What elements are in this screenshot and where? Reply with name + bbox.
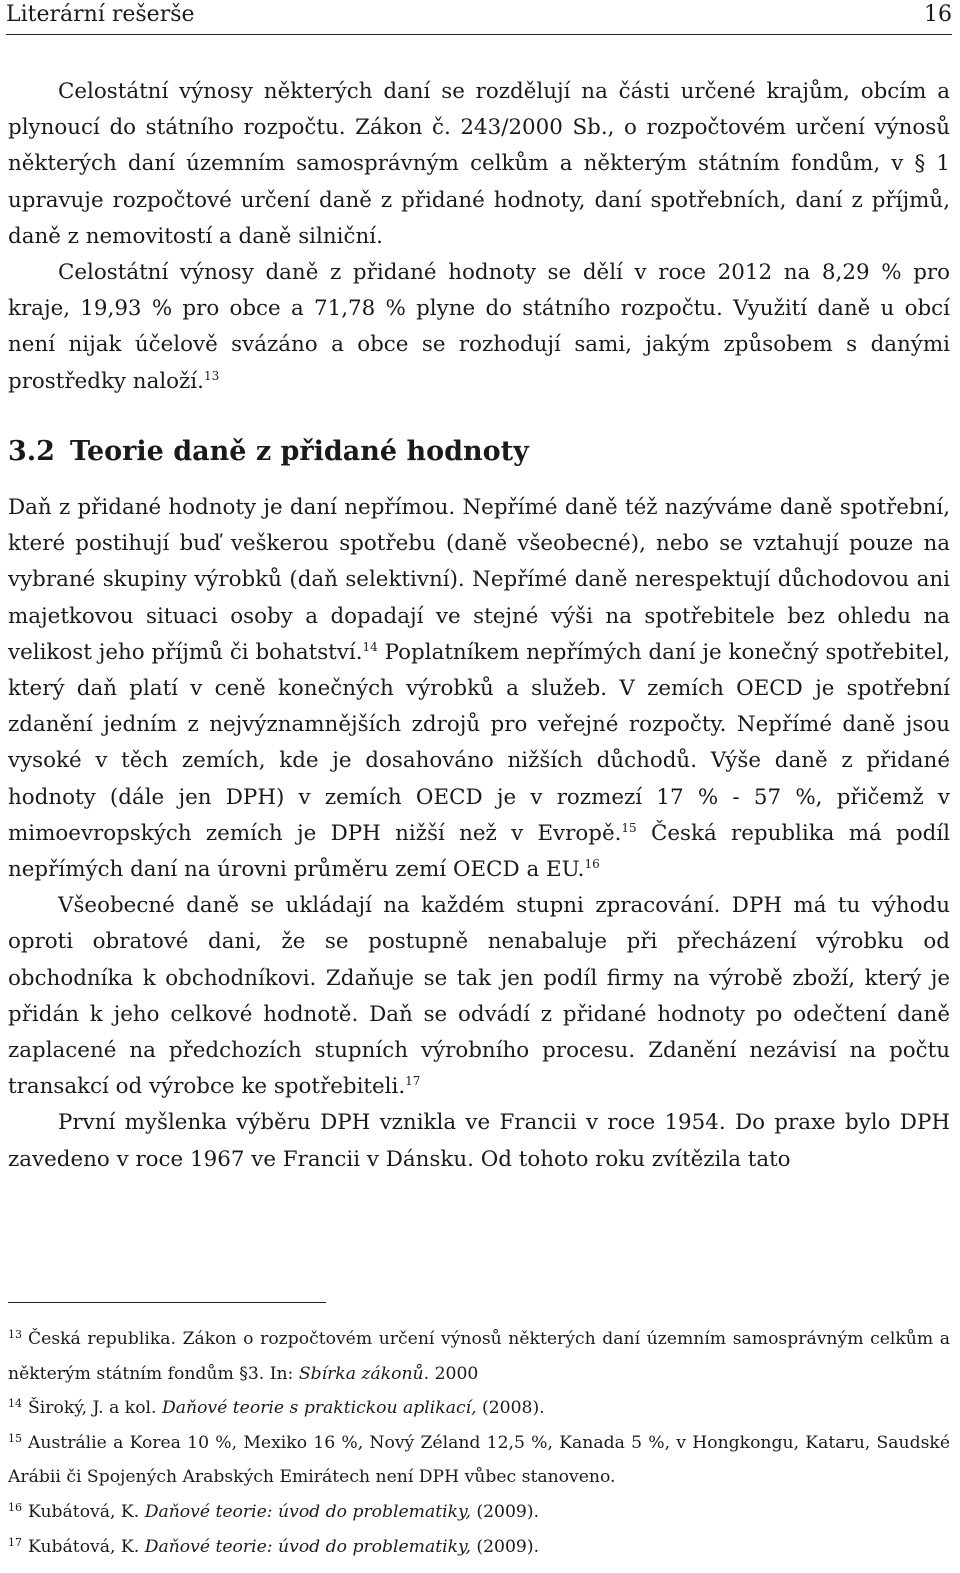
footnote-14: [8, 1391, 950, 1426]
footnote-year: . 2000: [423, 1363, 479, 1384]
footnote-ref-14: 14: [362, 639, 378, 654]
footnote-text: Česká republika. Zákon o rozpočtovém určení výnosů některých daní územním samosprávným celkům a některým státním fondům §3. In:: [8, 1329, 950, 1384]
footnotes: [8, 1322, 950, 1564]
footnote-15: [8, 1426, 950, 1495]
paragraph-2: [8, 255, 950, 400]
footnote-number: 17: [8, 1535, 22, 1549]
paragraph-4: [8, 888, 950, 1105]
paragraph-3: [8, 490, 950, 888]
footnote-number: 14: [8, 1397, 22, 1411]
footnote-17: [8, 1530, 950, 1565]
paragraph-4-text: Všeobecné daně se ukládají na každém stupni zpracování. DPH má tu výhodu oproti obratové dani, že se postupně nenabaluje při přecházení výrobku od obchodníka k obchodníkovi. Zdaňuje se tak jen podíl firmy na výrobě zboží, který je přidán k jeho celkové hodnotě. Daň se odvádí z přidané hodnoty po odečtení daně zaplacené na předchozích stupních výrobního procesu. Zdanění nezávisí na počtu transakcí od výrobce ke spotřebiteli.: [8, 893, 950, 1100]
footnote-16: [8, 1495, 950, 1530]
paragraph-3-part-c: Česká republika má podíl nepřímých daní na úrovni průměru zemí OECD a EU.: [8, 820, 951, 883]
section-heading: [8, 432, 529, 472]
footnote-source-title: Daňové teorie s praktickou aplikací,: [161, 1398, 477, 1419]
paragraph-5: První myšlenka výběru DPH vznikla ve Francii v roce 1954. Do praxe bylo DPH zavedeno v roce 1967 ve Francii v Dánsku. Od tohoto roku zvítězila tato: [8, 1110, 950, 1172]
header-title: Literární rešerše: [6, 2, 195, 27]
paragraph-3-part-a: Daň z přidané hodnoty je daní nepřímou. Nepřímé daně též nazýváme daně spotřební, které postihují buď veškerou spotřebu (daně všeobecné), nebo se vztahují pouze na vybrané skupiny výrobků (daň selektivní). Nepřímé daně nerespektují důchodovou ani majetkovou situaci osoby a dopadají ve stejné výši na spotřebitele bez ohledu na velikost jeho příjmů či bohatství.: [8, 495, 950, 665]
footnote-ref-17: 17: [405, 1074, 421, 1089]
footnote-year: (2009).: [470, 1501, 540, 1522]
paragraph-2-text: Celostátní výnosy daně z přidané hodnoty se dělí v roce 2012 na 8,29 % pro kraje, 19,93 % pro obce a 71,78 % plyne do státního rozpočtu. Využití daně u obcí není nijak účelově svázáno a obce se rozhodují sami, jakým způsobem s danými prostředky naloží.: [8, 260, 950, 394]
footnote-ref-15: 15: [621, 820, 637, 835]
section-title: Teorie daně z přidané hodnoty: [70, 436, 529, 467]
footnote-text: Austrálie a Korea 10 %, Mexiko 16 %, Nový Zéland 12,5 %, Kanada 5 %, v Hongkongu, Kataru, Saudské Arábii či Spojených Arabských Emirátech není DPH vůbec stanoveno.: [8, 1432, 950, 1488]
footnote-source-title: Daňové teorie: úvod do problematiky,: [144, 1501, 471, 1522]
body-text-main: [8, 490, 950, 1178]
footnote-13: [8, 1322, 950, 1391]
footnote-text: Kubátová, K.: [28, 1501, 145, 1522]
footnote-number: 13: [8, 1328, 22, 1341]
footnote-source-title: Sbírka zákonů: [298, 1363, 424, 1384]
footnote-text: Kubátová, K.: [28, 1536, 145, 1557]
page-number: 16: [924, 2, 952, 27]
footnote-year: (2009).: [470, 1536, 540, 1557]
paragraph-1: Celostátní výnosy některých daní se rozdělují na části určené krajům, obcím a plynoucí do státního rozpočtu. Zákon č. 243/2000 Sb., o rozpočtovém určení výnosů některých daní územním samosprávným celkům a některým státním fondům, v § 1 upravuje rozpočtové určení daně z přidané hodnoty, daní spotřebních, daní z příjmů, daně z nemovitostí a daně silniční.: [8, 79, 950, 249]
footnote-number: 15: [8, 1431, 22, 1445]
footnote-separator: [8, 1302, 326, 1303]
footnote-ref-16: 16: [584, 857, 600, 872]
footnote-ref-13: 13: [203, 368, 220, 383]
footnote-number: 16: [8, 1500, 22, 1514]
footnote-source-title: Daňové teorie: úvod do problematiky,: [144, 1536, 471, 1557]
body-text-top: [8, 74, 950, 400]
running-header: [6, 0, 952, 35]
footnote-year: (2008).: [476, 1398, 545, 1419]
footnote-text: Široký, J. a kol.: [28, 1398, 162, 1419]
paragraph-3-part-b: Poplatníkem nepřímých daní je konečný spotřebitel, který daň platí v ceně konečných výrobků a služeb. V zemích OECD je spotřební zdanění jedním z nejvýznamnějších zdrojů pro veřejné rozpočty. Nepřímé daně jsou vysoké v těch zemích, kde je dosahováno nižších důchodů. Výše daně z přidané hodnoty (dále jen DPH) v zemích OECD je v rozmezí 17 % - 57 %, přičemž v mimoevropských zemích je DPH nižší než v Evropě.: [8, 639, 950, 846]
section-number: 3.2: [8, 436, 55, 467]
